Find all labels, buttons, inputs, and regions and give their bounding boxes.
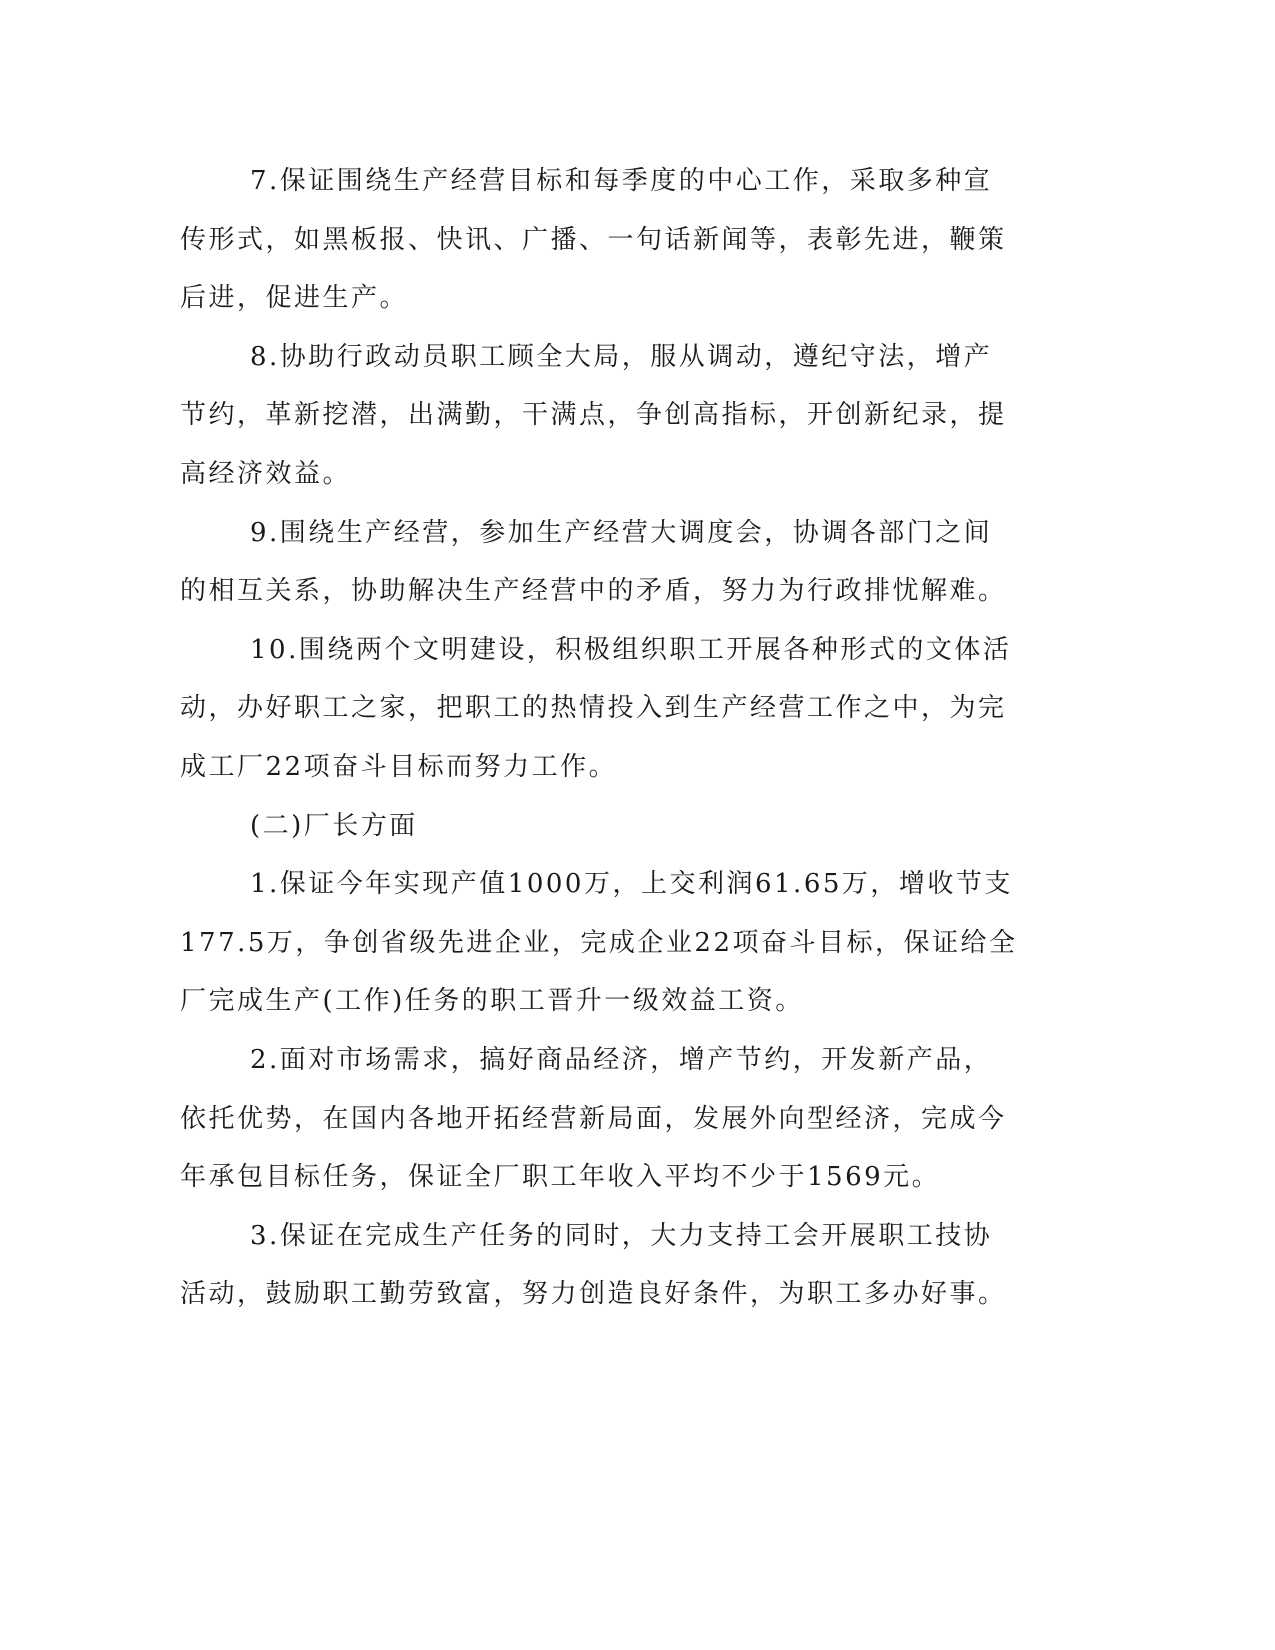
paragraph-item-3: 3.保证在完成生产任务的同时，大力支持工会开展职工技协活动，鼓励职工勤劳致富，努力创造良好条件，为职工多办好事。	[180, 1220, 1007, 1310]
document-body	[180, 152, 1020, 1324]
paragraph-item-9: 9.围绕生产经营，参加生产经营大调度会，协调各部门之间的相互关系，协助解决生产经营中的矛盾，努力为行政排忧解难。	[180, 517, 1007, 607]
paragraph-item-10: 10.围绕两个文明建设，积极组织职工开展各种形式的文体活动，办好职工之家，把职工的热情投入到生产经营工作之中，为完成工厂22项奋斗目标而努力工作。	[180, 634, 1012, 782]
paragraph-item-8: 8.协助行政动员职工顾全大局，服从调动，遵纪守法，增产节约，革新挖潜，出满勤，干满点，争创高指标，开创新纪录，提高经济效益。	[180, 341, 1007, 489]
paragraph-item-7: 7.保证围绕生产经营目标和每季度的中心工作，采取多种宣传形式，如黑板报、快讯、广播、一句话新闻等，表彰先进，鞭策后进，促进生产。	[180, 166, 1007, 314]
paragraph-item-2: 2.面对市场需求，搞好商品经济，增产节约，开发新产品，依托优势，在国内各地开拓经营新局面，发展外向型经济，完成今年承包目标任务，保证全厂职工年收入平均不少于1569元。	[180, 1044, 1007, 1193]
section-heading-director: (二)厂长方面	[250, 810, 418, 841]
paragraph-item-1: 1.保证今年实现产值1000万，上交利润61.65万，增收节支177.5万，争创省级先进企业，完成企业22项奋斗目标，保证给全厂完成生产(工作)任务的职工晋升一级效益工资。	[180, 869, 1018, 1017]
